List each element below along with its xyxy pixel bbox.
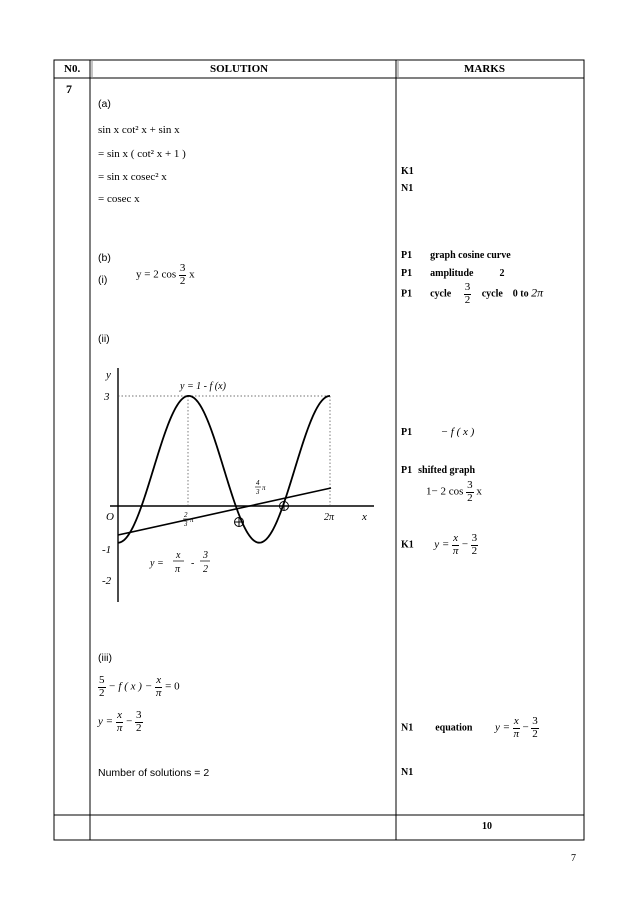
part-b-iii-eq2: y = $\frac{x}{\pi}$ − $\frac{3}{2}$ — [98, 709, 142, 734]
line-label — [149, 550, 210, 575]
mark-a-k1: K1 — [401, 166, 414, 177]
part-b-iii-label: (iii) — [98, 652, 112, 664]
total-marks: 10 — [482, 821, 492, 832]
x-tick-2pi: 2π — [324, 512, 335, 523]
svg-text:π: π — [175, 564, 181, 575]
part-a-label: (a) — [98, 98, 111, 110]
y-axis-label: y — [106, 369, 111, 381]
part-b-iii-eq1: $\frac{5}{2}$ − f ( x ) − $\frac{x}{\pi}$ = 0 — [99, 674, 180, 699]
header-solution: SOLUTION — [210, 63, 269, 75]
mark-bi-2: P1 amplitude 2 — [401, 268, 505, 279]
svg-text:3: 3 — [184, 520, 188, 528]
mark-bii-2: P1 shifted graph — [401, 465, 476, 476]
svg-text:3: 3 — [256, 488, 260, 496]
mark-bii-1: P1 − f ( x ) — [401, 426, 475, 438]
mark-a-n1: N1 — [401, 183, 414, 194]
svg-text:y =: y = — [150, 558, 164, 569]
svg-text:3: 3 — [203, 550, 208, 561]
part-a-line-1: sin x cot² x + sin x — [98, 124, 180, 136]
question-number: 7 — [66, 82, 72, 96]
number-of-solutions: Number of solutions = 2 — [98, 767, 210, 779]
header-marks: MARKS — [464, 63, 505, 75]
straight-line — [118, 488, 331, 535]
part-b-ii-label: (ii) — [98, 333, 110, 345]
mark-biii-2: N1 — [401, 767, 414, 778]
y-tick-3: 3 — [104, 391, 110, 403]
svg-text:π: π — [262, 484, 266, 492]
y-tick-minus2: -2 — [102, 575, 112, 587]
svg-text:π: π — [190, 516, 194, 524]
mark-bii-2-expr: 1− 2 cos $\frac{3}{2}$ x — [426, 479, 482, 504]
svg-text:4: 4 — [256, 479, 260, 487]
svg-text:2: 2 — [184, 511, 188, 519]
page-number: 7 — [571, 853, 576, 864]
svg-text:2: 2 — [203, 564, 208, 575]
mark-bi-3: P1 cycle $\frac{3}{2}$ cycle 0 to 2π — [401, 281, 544, 306]
svg-text:x: x — [176, 550, 181, 561]
curve-label: y = 1 - f (x) — [180, 381, 226, 392]
y-tick-minus1: -1 — [102, 544, 112, 556]
cosine-curve — [118, 396, 330, 543]
part-a-line-2: = sin x ( cot² x + 1 ) — [98, 148, 186, 160]
part-a-line-4: = cosec x — [98, 193, 140, 205]
part-a-line-3: = sin x cosec² x — [98, 171, 167, 183]
x-axis-label: x — [362, 511, 367, 523]
x-tick-four-thirds-pi — [255, 479, 266, 496]
mark-bii-3: K1 y = $\frac{x}{\pi}$ − $\frac{3}{2}$ — [401, 532, 478, 557]
mark-biii-1: N1 equation y = $\frac{x}{\pi}$ − $\frac{3}{2}$ — [401, 715, 538, 740]
graph — [98, 362, 380, 608]
mark-bi-1: P1 graph cosine curve — [401, 250, 511, 261]
svg-text:-: - — [191, 558, 195, 569]
header-no: N0. — [64, 63, 81, 75]
origin-label: O — [106, 511, 114, 523]
part-b-i-equation: y = 2 cos $\frac{3}{2}$ x — [136, 262, 195, 287]
part-b-i-label: (i) — [98, 274, 108, 286]
part-b-label: (b) — [98, 252, 111, 264]
